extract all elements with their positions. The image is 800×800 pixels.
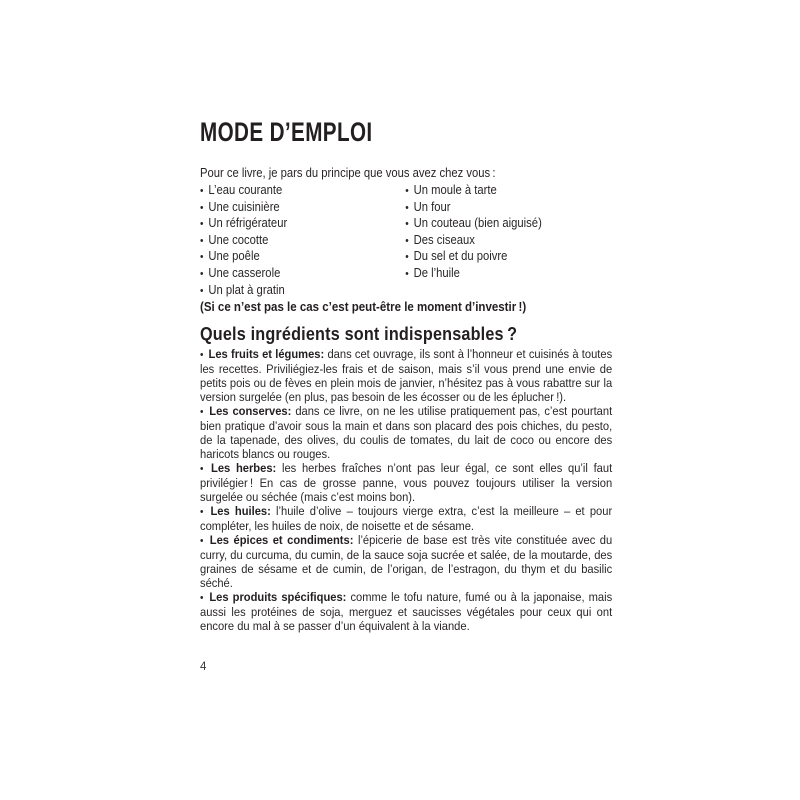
equipment-column-left bbox=[200, 183, 405, 299]
bullet-icon: • bbox=[200, 284, 204, 297]
list-item-label: De l’huile bbox=[413, 265, 460, 280]
list-item-label: Un moule à tarte bbox=[413, 183, 497, 197]
ingredient-lead: Les herbes: bbox=[211, 461, 277, 476]
list-item bbox=[200, 249, 405, 266]
ingredient-paragraph bbox=[200, 347, 612, 404]
list-item-label: Un réfrigérateur bbox=[208, 216, 288, 231]
bullet-icon: • bbox=[200, 218, 204, 231]
bullet-icon: • bbox=[200, 535, 204, 548]
list-item-label: L’eau courante bbox=[208, 183, 283, 197]
page-title bbox=[200, 118, 612, 146]
list-item bbox=[200, 183, 405, 200]
ingredient-paragraph bbox=[200, 504, 612, 533]
bullet-icon: • bbox=[200, 251, 204, 264]
equipment-list bbox=[200, 183, 612, 299]
list-item bbox=[200, 216, 405, 233]
ingredient-paragraph bbox=[200, 461, 612, 504]
bullet-icon: • bbox=[405, 201, 409, 214]
list-item-label: Une poêle bbox=[208, 249, 260, 264]
ingredient-lead: Les produits spécifiques: bbox=[209, 590, 347, 605]
list-item bbox=[405, 233, 612, 250]
ingredient-paragraph bbox=[200, 533, 612, 590]
ingredient-paragraph bbox=[200, 404, 612, 461]
equipment-column-right bbox=[405, 183, 612, 299]
ingredient-text: dans cet ouvrage, ils sont à l’honneur et cuisinés à toutes les recettes. Priviliégiez-les frais et de saison, mais s’il vous prend une envie de petits pois ou de fèves en plein mois de janvier, n’hésitez pas à vous rabattre sur la version surgelée (en plus, pas besoin de les écosser ou de les éplucher !). bbox=[200, 347, 613, 405]
ingredient-text: dans ce livre, on ne les utilise pratiquement pas, c’est pourtant bien pratique d’avoir sous la main et dans son placard des pois chiches, du pesto, de la tapenade, des olives, du coulis de tomates, du lait de coco ou encore des haricots blancs ou rouges. bbox=[200, 404, 613, 462]
list-item bbox=[405, 266, 612, 283]
page-number: 4 bbox=[200, 661, 207, 673]
bullet-icon: • bbox=[200, 267, 204, 280]
bullet-icon: • bbox=[200, 592, 204, 605]
bullet-icon: • bbox=[200, 506, 204, 519]
ingredient-lead: Les épices et condiments: bbox=[209, 533, 354, 548]
list-item-label: Des ciseaux bbox=[413, 232, 475, 247]
list-item bbox=[200, 233, 405, 250]
page-title-text: MODE D’EMPLOI bbox=[200, 117, 373, 147]
ingredient-text: comme le tofu nature, fumé ou à la japonaise, mais aussi les protéines de soja, merguez et saucisses végétales pour ceux qui ont encore du mal à se passer d’un équivalent à la viande. bbox=[200, 590, 613, 634]
bullet-icon: • bbox=[200, 349, 204, 362]
list-item-label: Une cuisinière bbox=[208, 199, 280, 214]
list-item-label: Une casserole bbox=[208, 265, 281, 280]
ingredient-paragraph bbox=[200, 590, 612, 633]
ingredient-text: les herbes fraîches n’ont pas leur égal, ce sont elles qu’il faut privilégier ! En cas de grosse panne, vous pouvez toujours utiliser la version surgelée ou séchée (mais c’est moins bon). bbox=[200, 461, 613, 505]
bullet-icon: • bbox=[405, 185, 409, 197]
bullet-icon: • bbox=[405, 267, 409, 280]
list-item-label: Un couteau (bien aiguisé) bbox=[413, 216, 542, 231]
list-item bbox=[405, 183, 612, 200]
page-content bbox=[200, 118, 612, 633]
bullet-icon: • bbox=[405, 251, 409, 264]
list-item bbox=[405, 200, 612, 217]
list-item bbox=[200, 200, 405, 217]
ingredient-text: l’huile d’olive – toujours vierge extra, c’est la meilleure – et pour compléter, les huiles de noix, de noisette et de sésame. bbox=[200, 504, 613, 534]
bullet-icon: • bbox=[200, 201, 204, 214]
list-item-label: Une cocotte bbox=[208, 232, 269, 247]
list-item bbox=[405, 249, 612, 266]
section-heading: Quels ingrédients sont indispensables ? bbox=[200, 324, 518, 345]
bullet-icon: • bbox=[405, 234, 409, 247]
bullet-icon: • bbox=[200, 463, 204, 476]
list-item-label: Un plat à gratin bbox=[208, 282, 285, 297]
bullet-icon: • bbox=[200, 234, 204, 247]
ingredient-text: l’épicerie de base est très vite constituée avec du curry, du curcuma, du cumin, de la sauce soja sucrée et salée, de la moutarde, des graines de sésame et de cumin, de l’origan, de l’estragon, du thym et du basilic séché. bbox=[200, 533, 613, 591]
ingredients-section bbox=[200, 347, 612, 633]
bullet-icon: • bbox=[200, 406, 204, 419]
list-item-label: Un four bbox=[413, 199, 451, 214]
ingredient-lead: Les fruits et légumes: bbox=[208, 347, 325, 362]
ingredient-lead: Les huiles: bbox=[210, 504, 271, 519]
ingredient-lead: Les conserves: bbox=[209, 404, 292, 419]
list-item bbox=[200, 266, 405, 283]
list-item bbox=[405, 216, 612, 233]
investment-note: (Si ce n’est pas le cas c’est peut-être le moment d’investir !) bbox=[200, 299, 527, 315]
bullet-icon: • bbox=[405, 218, 409, 231]
list-item bbox=[200, 283, 405, 300]
bullet-icon: • bbox=[200, 185, 204, 197]
intro-line: Pour ce livre, je pars du principe que vous avez chez vous : bbox=[200, 166, 496, 180]
list-item-label: Du sel et du poivre bbox=[413, 249, 508, 264]
